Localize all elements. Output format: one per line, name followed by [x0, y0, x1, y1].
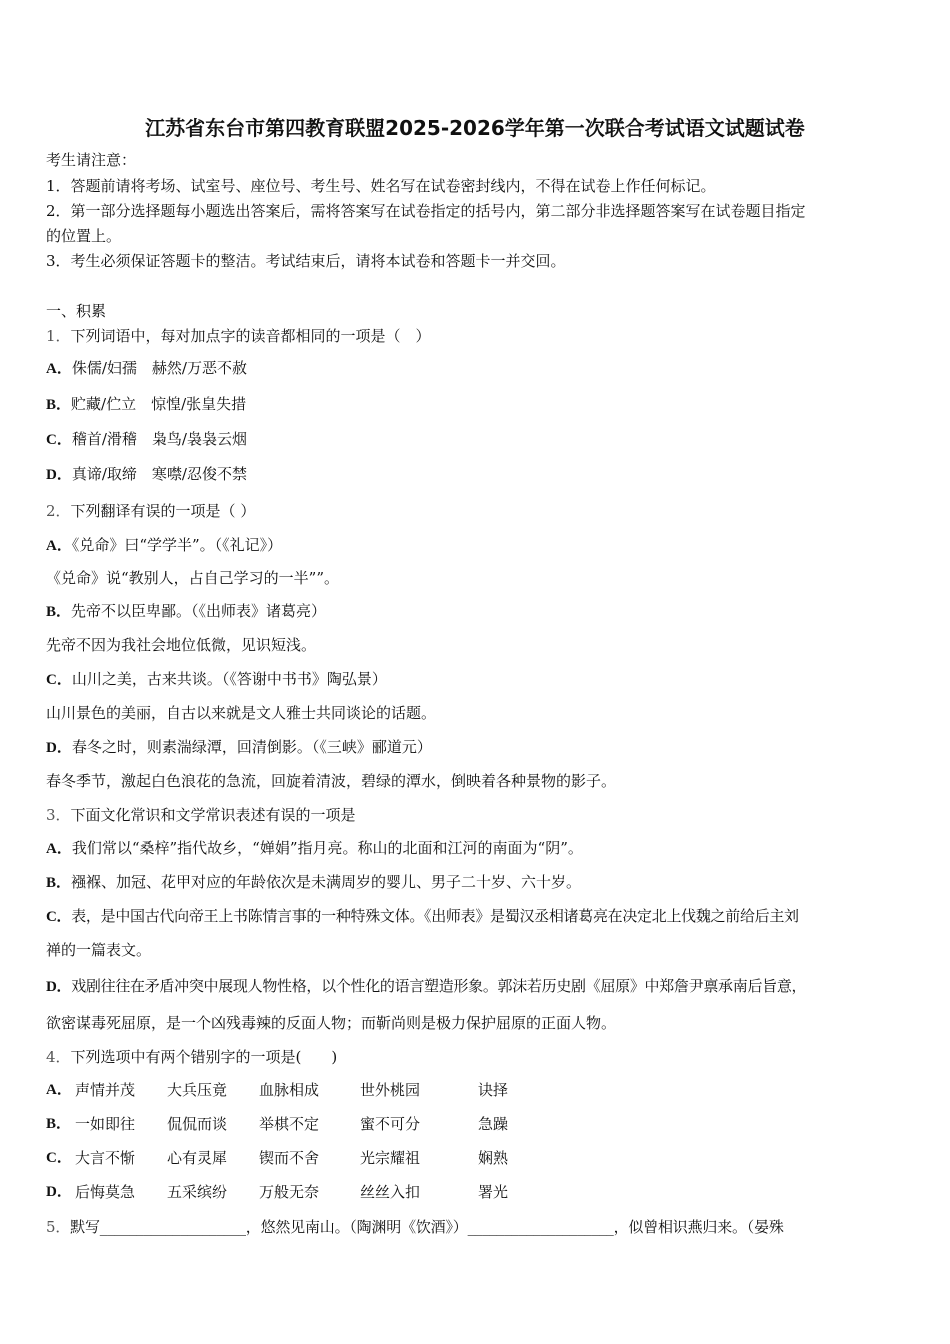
option-word: 举棋不定	[259, 1115, 320, 1133]
notice-item: 3．考生必须保证答题卡的整洁。考试结束后，请将本试卷和答题卡一并交回。	[46, 252, 566, 270]
option-label: D．	[46, 979, 72, 995]
option-word: 世外桃园	[360, 1081, 421, 1099]
question-number: 3．	[46, 806, 71, 824]
answer-blank[interactable]: ____________________	[99, 1218, 246, 1236]
option-label: C．	[46, 432, 72, 448]
option-label: C．	[46, 909, 72, 925]
option	[46, 838, 583, 859]
option-word: 万般无奈	[259, 1183, 320, 1201]
option	[46, 1080, 906, 1100]
option-translation: 《兑命》说“教别人，占自己学习的一半””。	[46, 569, 340, 587]
section-heading: 一、积累	[46, 302, 107, 320]
question-number: 1．	[46, 327, 71, 345]
option-text: 稽首/滑稽 枭鸟/袅袅云烟	[71, 430, 247, 448]
option-continued: 欲密谋毒死屈原，是一个凶残毒辣的反面人物；而靳尚则是极力保护屈原的正面人物。	[46, 1014, 617, 1032]
option-text: 我们常以“桑梓”指代故乡，“婵娟”指月亮。称山的北面和江河的南面为“阴”。	[71, 839, 583, 857]
option-word: 大言不惭	[75, 1149, 136, 1167]
question-text: ，悠然见南山。（陶渊明《饮酒》）	[245, 1218, 468, 1236]
option-translation: 先帝不因为我社会地位低微，见识短浅。	[46, 636, 317, 654]
option-text: 襁褓、加冠、花甲对应的年龄依次是未满周岁的婴儿、男子二十岁、六十岁。	[71, 873, 582, 891]
option-word: 大兵压竟	[167, 1081, 228, 1099]
question-1	[46, 326, 431, 346]
option-text: 真谛/取缔 寒噤/忍俊不禁	[71, 465, 247, 483]
question-number: 4．	[46, 1048, 71, 1066]
option-translation: 山川景色的美丽，自古以来就是文人雅士共同谈论的话题。	[46, 704, 437, 722]
notice-item: 的位置上。	[46, 227, 122, 245]
option-word: 光宗耀祖	[360, 1149, 421, 1167]
question-stem: 下列词语中，每对加点字的读音都相同的一项是（ ）	[70, 327, 431, 345]
option	[46, 601, 326, 622]
option	[46, 872, 581, 893]
option-word: 急躁	[478, 1115, 509, 1133]
option-word: 侃侃而谈	[167, 1115, 228, 1133]
option-label: B．	[46, 875, 72, 891]
option-label: D．	[46, 467, 72, 483]
option	[46, 906, 799, 927]
option-word: 血脉相成	[259, 1081, 320, 1099]
question-stem: 下列翻译有误的一项是（ ）	[70, 502, 256, 520]
option-label: A．	[46, 361, 72, 377]
option-text: 先帝不以臣卑鄙。（《出师表》诸葛亮）	[71, 602, 327, 620]
question-text: ，似曾相识燕归来。（晏殊	[613, 1218, 784, 1236]
notice-item: 1．答题前请将考场、试室号、座位号、考生号、姓名写在试卷密封线内，不得在试卷上作任何标记。	[46, 177, 716, 195]
question-4	[46, 1047, 337, 1067]
option	[46, 737, 432, 758]
option-word: 锲而不舍	[259, 1149, 320, 1167]
option-label: B．	[46, 397, 72, 413]
option-label: B．	[46, 604, 72, 620]
option-word: 五采缤纷	[167, 1183, 228, 1201]
option-text: 《兑命》曰“学学半”。（《礼记》）	[71, 536, 283, 554]
option	[46, 394, 246, 415]
question-5	[46, 1217, 784, 1237]
question-2	[46, 501, 255, 521]
option-text: 贮藏/伫立 惊惶/张皇失措	[71, 395, 247, 413]
option	[46, 535, 282, 556]
option-translation: 春冬季节，激起白色浪花的急流，回旋着清波，碧绿的潭水，倒映着各种景物的影子。	[46, 772, 617, 790]
question-3	[46, 805, 356, 825]
option-word: 娴熟	[478, 1149, 509, 1167]
question-number: 2．	[46, 502, 71, 520]
option-label: D．	[46, 740, 72, 756]
option-text: 山川之美，古来共谈。（《答谢中书书》陶弘景）	[71, 670, 387, 688]
option-word: 声情并茂	[75, 1081, 136, 1099]
notice-heading: 考生请注意：	[46, 151, 137, 169]
option-word: 后悔莫急	[75, 1183, 136, 1201]
option	[46, 1182, 906, 1202]
option	[46, 1114, 906, 1134]
option	[46, 429, 247, 450]
option-text: 表，是中国古代向帝王上书陈情言事的一种特殊文体。《出师表》是蜀汉丞相诸葛亮在决定北上伐魏之前给后主刘	[71, 907, 799, 925]
option-label: B．	[46, 1116, 72, 1132]
answer-blank[interactable]: ____________________	[467, 1218, 614, 1236]
question-text: 默写	[70, 1218, 100, 1236]
option	[46, 976, 806, 997]
option-word: 丝丝入扣	[360, 1183, 421, 1201]
option-word: 诀择	[478, 1081, 509, 1099]
option-continued: 禅的一篇表文。	[46, 941, 152, 959]
option-word: 一如即往	[75, 1115, 136, 1133]
option-label: A．	[46, 841, 72, 857]
option	[46, 669, 387, 690]
page-title: 江苏省东台市第四教育联盟2025-2026学年第一次联合考试语文试题试卷	[145, 116, 805, 140]
option-label: C．	[46, 1150, 72, 1166]
question-stem: 下面文化常识和文学常识表述有误的一项是	[70, 806, 356, 824]
question-stem: 下列选项中有两个错别字的一项是( )	[70, 1048, 338, 1066]
question-number: 5．	[46, 1218, 71, 1236]
option-text: 侏儒/妇孺 赫然/万恶不赦	[71, 359, 247, 377]
notice-item: 2．第一部分选择题每小题选出答案后，需将答案写在试卷指定的括号内，第二部分非选择题答案写在试卷题目指定	[46, 202, 806, 220]
option-text: 戏剧往往在矛盾冲突中展现人物性格，以个性化的语言塑造形象。郭沫若历史剧《屈原》中郑詹尹禀承南后旨意，	[71, 977, 807, 995]
option-label: A．	[46, 538, 72, 554]
option-word: 心有灵犀	[167, 1149, 228, 1167]
option	[46, 358, 247, 379]
option	[46, 464, 247, 485]
option-word: 署光	[478, 1183, 509, 1201]
option-word: 蜜不可分	[360, 1115, 421, 1133]
option	[46, 1148, 906, 1168]
option-label: C．	[46, 672, 72, 688]
option-label: D．	[46, 1184, 72, 1200]
option-label: A．	[46, 1082, 72, 1098]
option-text: 春冬之时，则素湍绿潭，回清倒影。（《三峡》郦道元）	[71, 738, 432, 756]
